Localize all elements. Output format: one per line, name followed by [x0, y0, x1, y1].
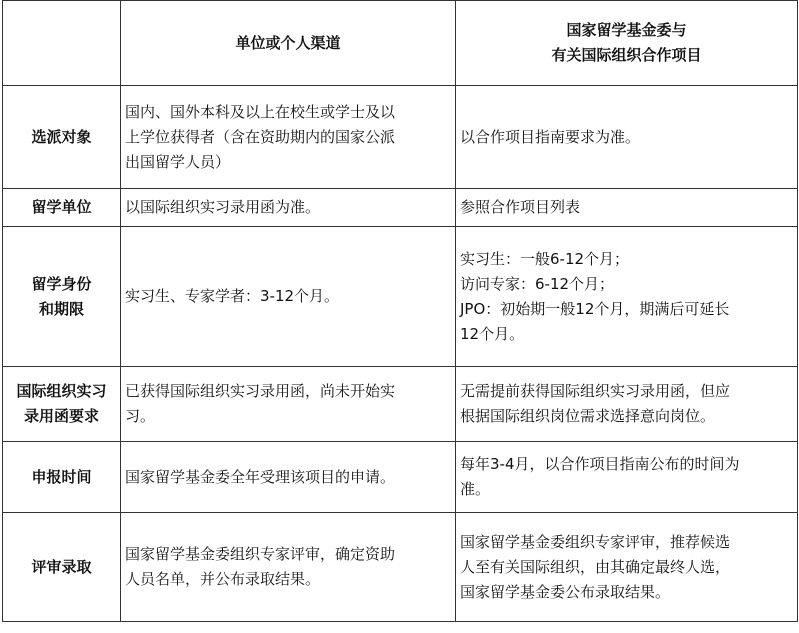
cooperation-cell: 无需提前获得国际组织实习录用函，但应 根据国际组织岗位需求选择意向岗位。: [456, 367, 798, 442]
table-row-status-duration: [3, 227, 798, 367]
header-line: 国家留学基金委与: [566, 21, 687, 39]
channel-cell: 实习生、专家学者：3-12个月。: [121, 227, 456, 367]
table-row-selection: [3, 86, 798, 189]
header-channel-cell: 单位或个人渠道: [121, 1, 456, 86]
channel-cell: 国家留学基金委全年受理该项目的申请。: [121, 442, 456, 513]
cooperation-cell: 实习生：一般6-12个月； 访问专家：6-12个月； JPO：初始期一般12个月，期满后可延长 12个月。: [456, 227, 798, 367]
table-row-offer-letter: [3, 367, 798, 442]
row-label: 留学单位: [3, 189, 121, 227]
header-cooperation-cell: [456, 1, 798, 86]
header-line: 有关国际组织合作项目: [551, 46, 702, 64]
row-label: 留学身份 和期限: [3, 227, 121, 367]
cooperation-cell: 每年3-4月，以合作项目指南公布的时间为 准。: [456, 442, 798, 513]
row-label: 申报时间: [3, 442, 121, 513]
channel-cell: 以国际组织实习录用函为准。: [121, 189, 456, 227]
cooperation-cell: 参照合作项目列表: [456, 189, 798, 227]
header-corner-cell: [3, 1, 121, 86]
row-label: 评审录取: [3, 513, 121, 622]
table-row-review: [3, 513, 798, 622]
cooperation-cell: 以合作项目指南要求为准。: [456, 86, 798, 189]
row-label: 选派对象: [3, 86, 121, 189]
cooperation-cell: 国家留学基金委组织专家评审，推荐候选 人至有关国际组织，由其确定最终人选， 国家留学基金委公布录取结果。: [456, 513, 798, 622]
comparison-table: [2, 0, 798, 622]
table-row-application-time: [3, 442, 798, 513]
header-row: [3, 1, 798, 86]
channel-cell: 已获得国际组织实习录用函，尚未开始实 习。: [121, 367, 456, 442]
channel-cell: 国家留学基金委组织专家评审，确定资助 人员名单，并公布录取结果。: [121, 513, 456, 622]
row-label: 国际组织实习 录用函要求: [3, 367, 121, 442]
table-row-host: [3, 189, 798, 227]
channel-cell: 国内、国外本科及以上在校生或学士及以 上学位获得者（含在资助期内的国家公派 出国留学人员）: [121, 86, 456, 189]
